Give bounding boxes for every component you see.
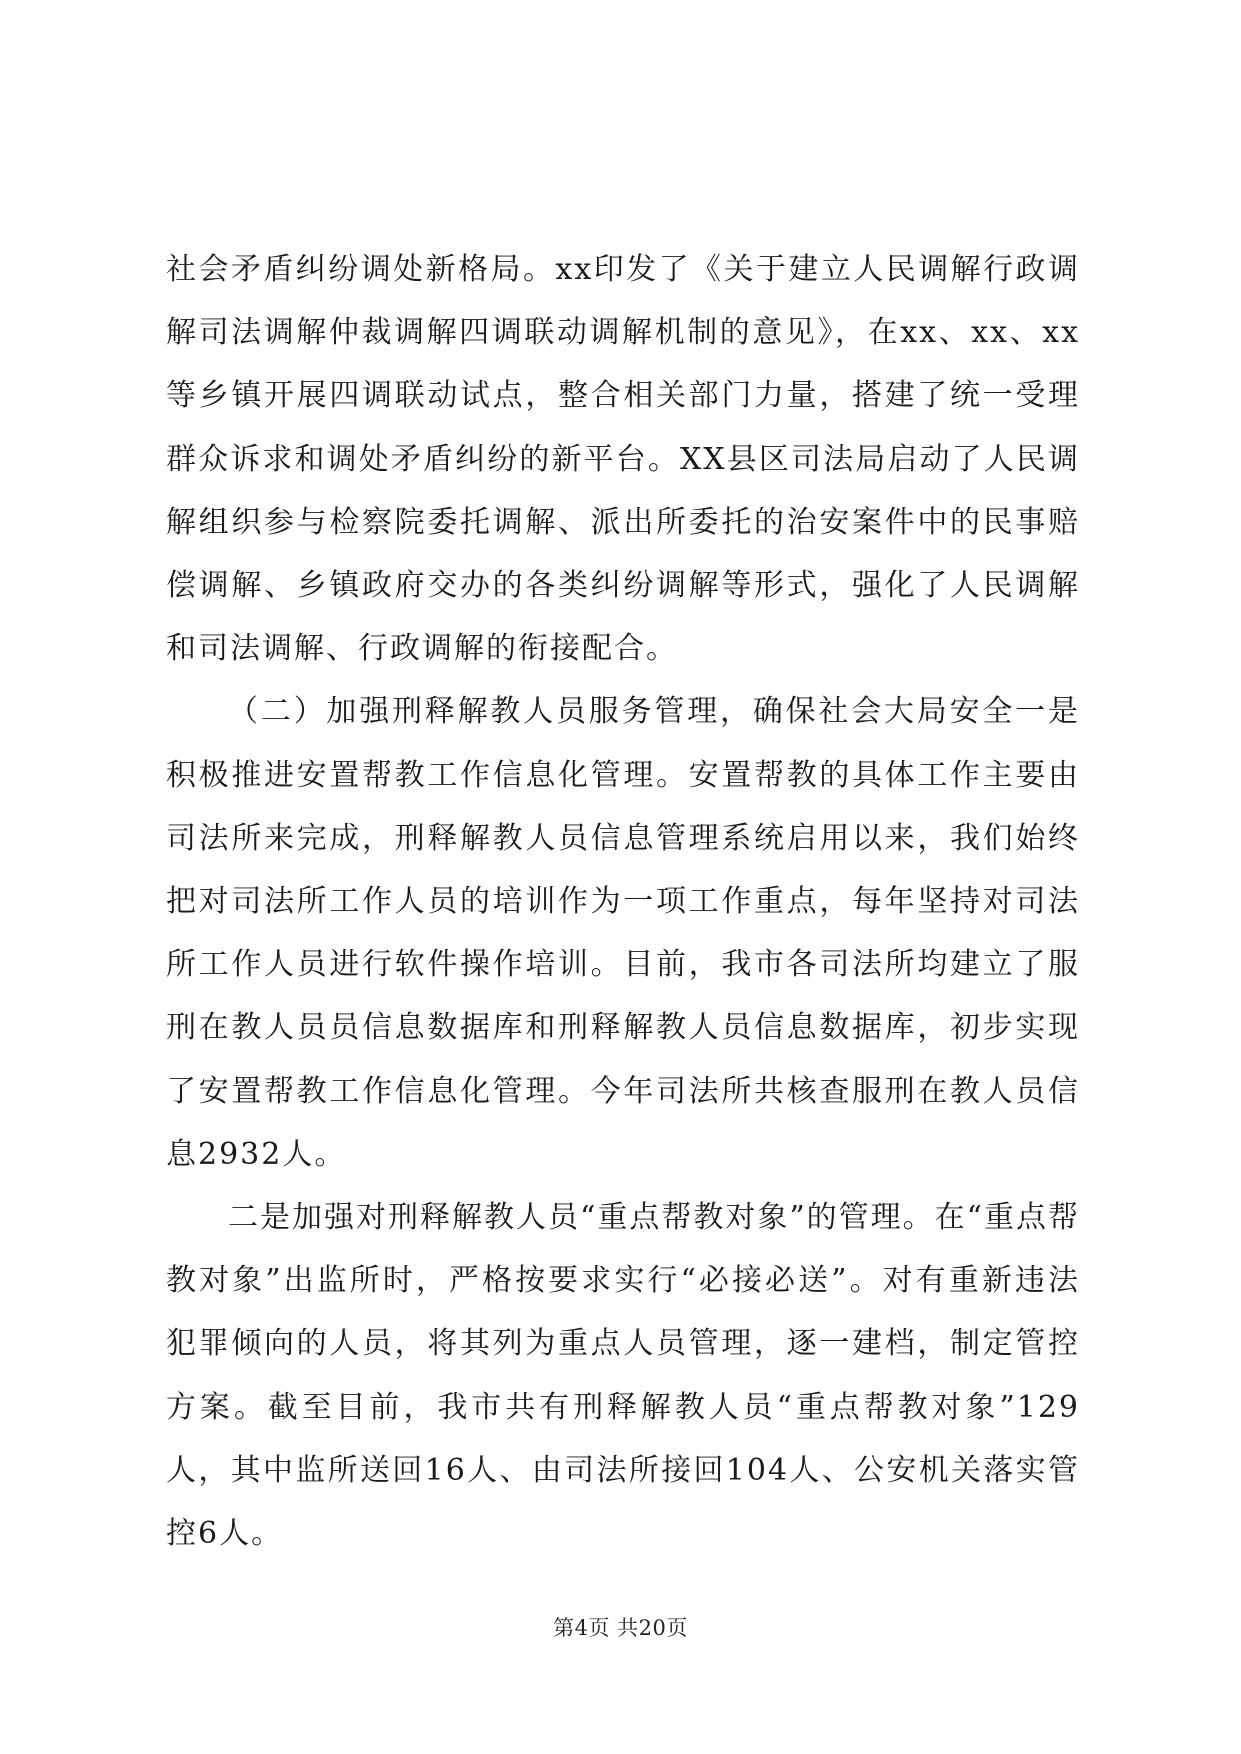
paragraph-key-targets: 二是加强对刑释解教人员“重点帮教对象”的管理。在“重点帮教对象”出监所时，严格按要求实行“必接必送”。对有重新违法犯罪倾向的人员，将其列为重点人员管理，逐一建档，制定管控方案。截至目前，我市共有刑释解教人员“重点帮教对象”129人，其中监所送回16人、由司法所接回104人、公安机关落实管控6人。 — [166, 1200, 1081, 1552]
document-body — [166, 238, 1080, 1565]
paragraph-continuation: 社会矛盾纠纷调处新格局。xx印发了《关于建立人民调解行政调解司法调解仲裁调解四调联动调解机制的意见》，在xx、xx、xx等乡镇开展四调联动试点，整合相关部门力量，搭建了统一受理群众诉求和调处矛盾纠纷的新平台。XX县区司法局启动了人民调解组织参与检察院委托调解、派出所委托的治安案件中的民事赔偿调解、乡镇政府交办的各类纠纷调解等形式，强化了人民调解和司法调解、行政调解的衔接配合。 — [166, 252, 1080, 667]
page-footer: 第4页 共20页 — [553, 1616, 688, 1640]
paragraph-section-two: （二）加强刑释解教人员服务管理，确保社会大局安全一是积极推进安置帮教工作信息化管理。安置帮教的具体工作主要由司法所来完成，刑释解教人员信息管理系统启用以来，我们始终把对司法所工作人员的培训作为一项工作重点，每年坚持对司法所工作人员进行软件操作培训。目前，我市各司法所均建立了服刑在教人员员信息数据库和刑释解教人员信息数据库，初步实现了安置帮教工作信息化管理。今年司法所共核查服刑在教人员信息2932人。 — [166, 694, 1080, 1172]
